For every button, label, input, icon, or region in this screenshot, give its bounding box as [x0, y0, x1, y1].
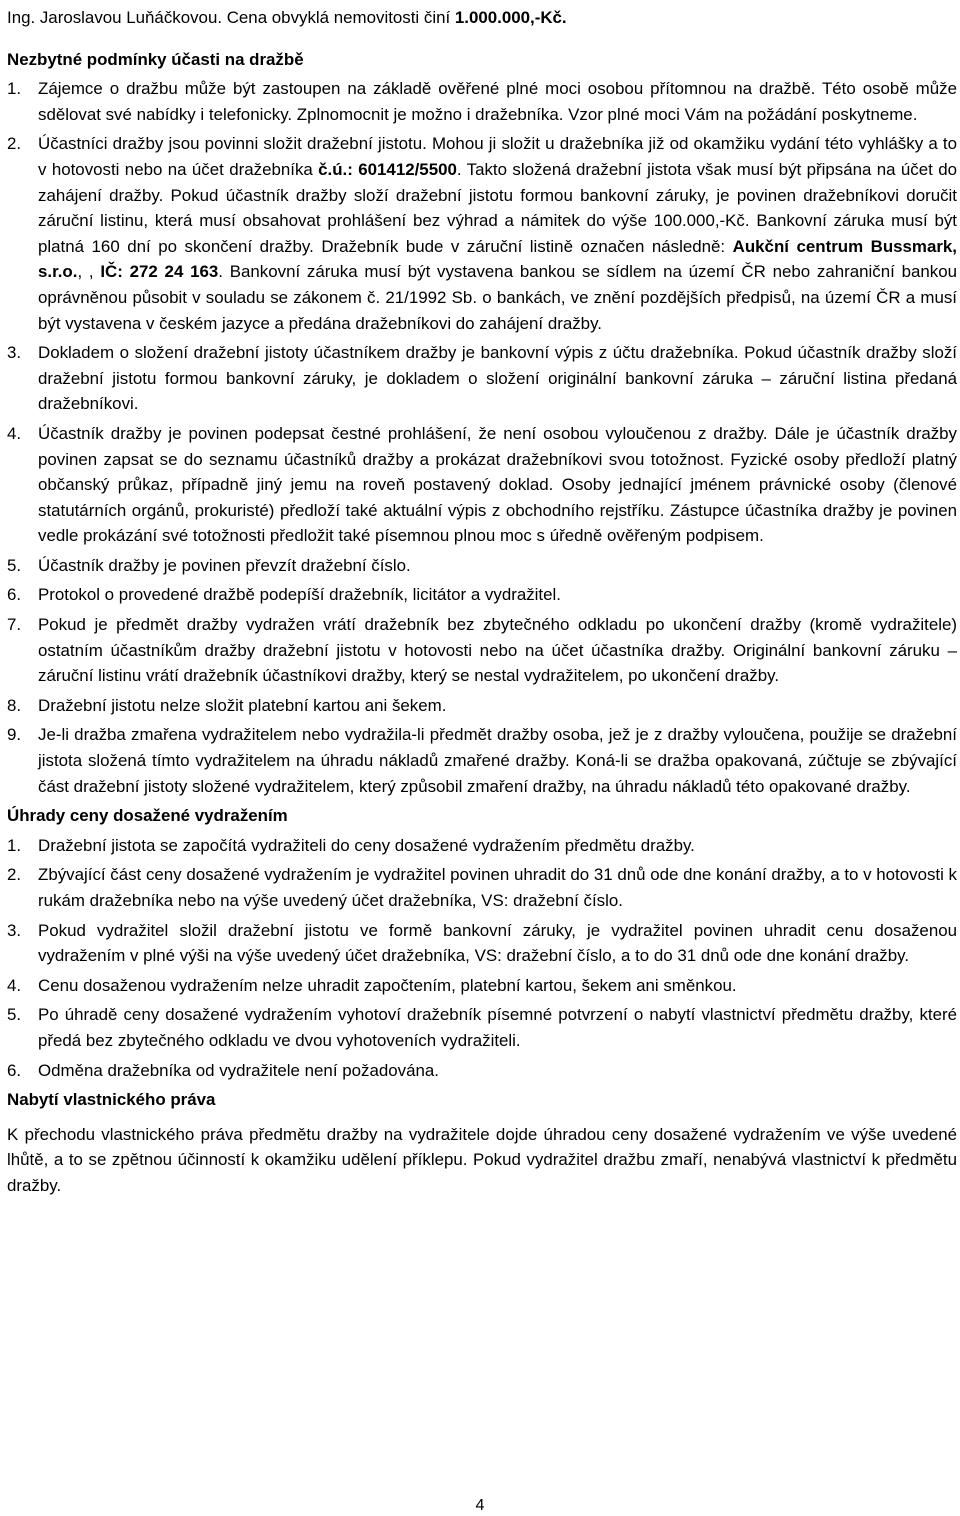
list-item: [7, 76, 957, 127]
item-text: Dokladem o složení dražební jistoty účastníkem dražby je bankovní výpis z účtu dražebníka. Pokud účastník dražby složí dražební jistotu formou bankovní záruky, je dokladem o složení originální bankovní záruka – záruční listina předaná dražebníkovi.: [38, 343, 957, 414]
item-text: . Bankovní záruka musí být vystavena bankou se sídlem na území ČR nebo zahraniční bankou oprávněnou působit v souladu se zákonem č. 21/1992 Sb. o bankách, ve znění pozdějších předpisů, na území ČR a musí být vystavena v českém jazyce a předána dražebníkovi do zahájení dražby.: [38, 262, 958, 333]
list-item: [7, 131, 957, 336]
item-text: Pokud vydražitel složil dražební jistotu ve formě bankovní záruky, je vydražitel povinen uhradit cenu dosaženou vydražením v plné výši na výše uvedený účet dražebníka, VS: dražební číslo, a to do 31 dnů ode dne konání dražby.: [38, 920, 957, 966]
intro-text: Ing. Jaroslavou Luňáčkovou. Cena obvyklá nemovitosti činí: [7, 8, 455, 27]
account-number: č.ú.: 601412/5500: [318, 159, 457, 179]
list-item: [7, 421, 957, 549]
section-heading-payment: Úhrady ceny dosažené vydražením: [7, 806, 288, 826]
list-item: [7, 722, 957, 799]
item-text: , ,: [77, 262, 101, 282]
item-number: 4.: [7, 423, 22, 443]
item-text: Zájemce o dražbu může být zastoupen na základě ověřené plné moci osobou přítomnou na dražbě. Této osobě může sdělovat své nabídky i telefonicky. Zplnomocnit je možno i dražebníka. Vzor plné moci Vám na požádání poskytneme.: [38, 79, 957, 124]
item-text: Protokol o provedené dražbě podepíší dražebník, licitátor a vydražitel.: [38, 585, 561, 605]
intro-paragraph: [7, 5, 957, 31]
list-item: [7, 612, 957, 689]
item-number: 6.: [7, 1060, 22, 1080]
item-number: 1.: [7, 835, 22, 855]
document-content: [7, 5, 957, 1199]
item-text: Pokud je předmět dražby vydražen vrátí dražebník bez zbytečného odkladu po ukončení dražby (kromě vydražitele) ostatním účastníkům dražby dražební jistotu v hotovosti nebo na účet účastníka dražby. Originální bankovní záruku – záruční listinu vrátí dražebník účastníkovi dražby, který se nestal vydražitelem, po ukončení dražby.: [38, 615, 957, 686]
item-text: Zbývající část ceny dosažené vydražením je vydražitel povinen uhradit do 31 dnů ode dne konání dražby, a to v hotovosti k rukám dražebníka nebo na výše uvedený účet dražebníka, VS: dražební číslo.: [38, 865, 957, 910]
list-item: [7, 918, 957, 969]
list-item: [7, 553, 957, 579]
item-text: Účastník dražby je povinen podepsat čestné prohlášení, že není osobou vyloučenou z dražby. Dále je účastník dražby povinen zapsat se do seznamu účastníků dražby a prokázat dražebníkovi svou totožnost. Fyzické osoby předloží platný občanský průkaz, případně jiný jemu na roveň postavený doklad. Osoby jednající jménem právnické osoby (členové statutárních orgánů, prokuristé) předloží také aktuální výpis z obchodního rejstříku. Zástupce účastníka dražby je povinen vedle prokázání své totožnosti předložit také písemnou plnou moc s úředně ověřeným podpisem.: [38, 423, 957, 546]
payment-list: [7, 833, 957, 1083]
company-name: Aukční centrum Bussmark, s.r.o.: [38, 236, 958, 282]
item-number: 8.: [7, 695, 22, 715]
item-text: Dražební jistotu nelze složit platební kartou ani šekem.: [38, 695, 447, 715]
item-number: 3.: [7, 343, 22, 363]
item-number: 1.: [7, 79, 22, 99]
item-text: Účastníci dražby jsou povinni složit dražební jistotu. Mohou ji složit u dražebníka již od okamžiku vydání této vyhlášky a to v hotovosti nebo na účet dražebníka: [38, 134, 957, 179]
item-text: . Takto složená dražební jistota však musí být připsána na účet do zahájení dražby. Pokud účastník dražby složí dražební jistotu formou bankovní záruky, je povinen dražebníkovi doručit záruční listinu, která musí obsahovat prohlášení bez výhrad a námitek do výše 100.000,-Kč. Bankovní záruka musí být platná 160 dní po skončení dražby. Dražebník bude v záruční listině označen následně:: [38, 159, 957, 256]
list-item: [7, 973, 957, 999]
item-number: 7.: [7, 615, 22, 635]
page-number: 4: [475, 1497, 485, 1514]
item-number: 6.: [7, 585, 22, 605]
item-text: Je-li dražba zmařena vydražitelem nebo vydražila-li předmět dražby osoba, jež je z dražby vyloučena, použije se dražební jistota složená tímto vydražitelem na úhradu nákladů zmařené dražby. Koná-li se dražba opakovaná, zúčtuje se zbývající část dražební jistoty složené vydražitelem, který způsobil zmaření dražby, na úhradu nákladů této opakované dražby.: [38, 725, 957, 796]
item-text: Dražební jistota se započítá vydražiteli do ceny dosažené vydražením předmětu dražby.: [38, 835, 695, 855]
list-item: [7, 833, 957, 859]
item-number: 9.: [7, 725, 22, 745]
item-number: 5.: [7, 1005, 22, 1025]
list-item: [7, 582, 957, 608]
intro-price: 1.000.000,-Kč.: [454, 8, 567, 27]
list-item: [7, 862, 957, 913]
item-number: 4.: [7, 975, 22, 995]
ownership-paragraph: K přechodu vlastnického práva předmětu dražby na vydražitele dojde úhradou ceny dosažené vydražením ve výše uvedené lhůtě, a to se zpětnou účinností k okamžiku udělení příklepu. Pokud vydražitel dražbu zmaří, nenabývá vlastnictví k předmětu dražby.: [7, 1124, 957, 1195]
list-item: [7, 1002, 957, 1053]
list-item: [7, 693, 957, 719]
item-number: 2.: [7, 134, 22, 154]
item-text: Odměna dražebníka od vydražitele není požadována.: [38, 1060, 439, 1080]
list-item: [7, 340, 957, 417]
conditions-list: [7, 76, 957, 799]
section-heading-ownership: Nabytí vlastnického práva: [7, 1090, 216, 1110]
item-number: 2.: [7, 865, 22, 885]
item-number: 5.: [7, 555, 22, 575]
company-id: IČ: 272 24 163: [100, 262, 219, 282]
section-heading-conditions: Nezbytné podmínky účasti na dražbě: [7, 49, 304, 69]
item-text: Po úhradě ceny dosažené vydražením vyhotoví dražebník písemné potvrzení o nabytí vlastnictví předmětu dražby, které předá bez zbytečného odkladu ve dvou vyhotoveních vydražiteli.: [38, 1005, 957, 1050]
item-number: 3.: [7, 920, 22, 940]
list-item: [7, 1058, 957, 1084]
item-text: Cenu dosaženou vydražením nelze uhradit započtením, platební kartou, šekem ani směnkou.: [38, 975, 737, 995]
item-text: Účastník dražby je povinen převzít dražební číslo.: [38, 555, 411, 575]
